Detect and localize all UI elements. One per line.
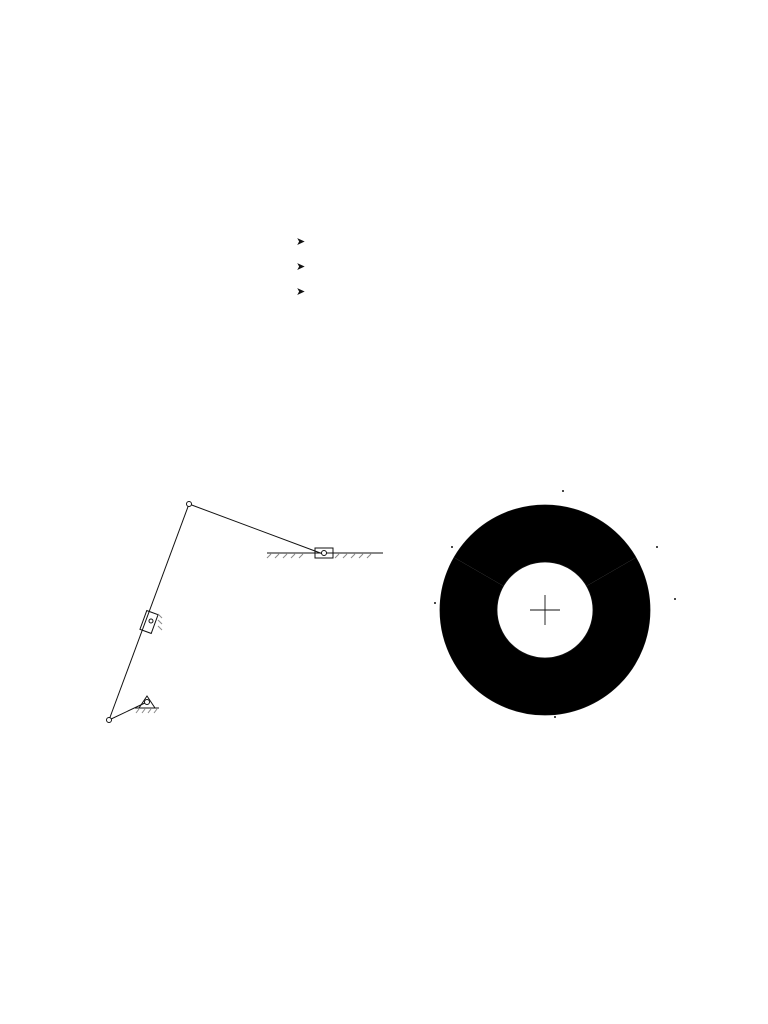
list-item <box>296 282 310 307</box>
joint <box>322 551 327 556</box>
coupler-link <box>109 504 189 720</box>
joint <box>187 502 192 507</box>
joint <box>145 700 150 705</box>
arrow-bullet-icon: ➤ <box>296 260 306 273</box>
crank-link <box>189 504 323 554</box>
joint <box>107 718 112 723</box>
joint <box>149 619 153 623</box>
arrow-bullet-icon: ➤ <box>296 235 306 248</box>
arrow-bullet-icon: ➤ <box>296 285 306 298</box>
mechanism-figure <box>95 490 395 740</box>
list-item <box>296 232 310 257</box>
ciklogram-types-list <box>296 232 310 307</box>
list-item <box>296 257 310 282</box>
circular-cyclogram <box>400 485 700 740</box>
